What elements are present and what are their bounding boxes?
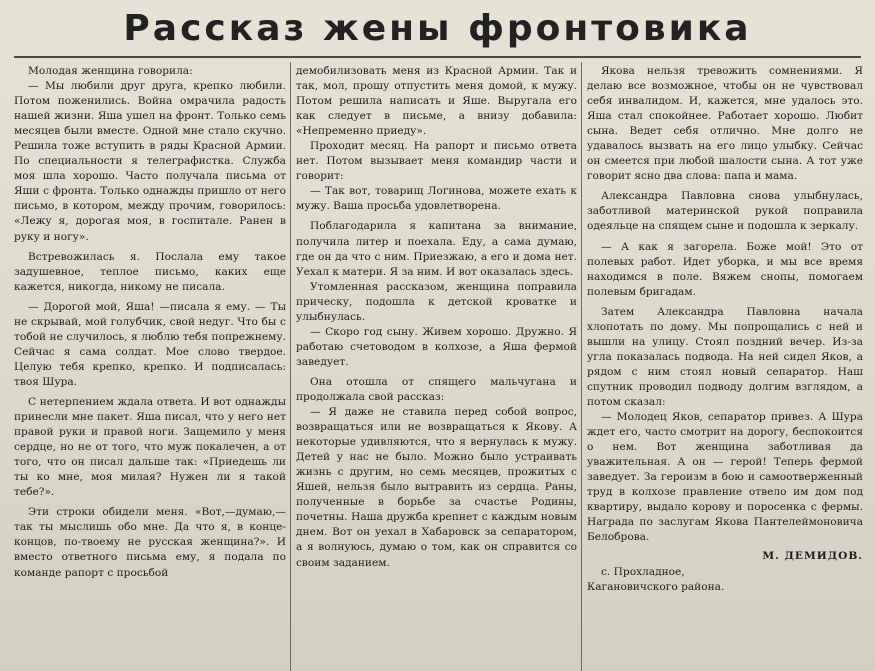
article-headline: Рассказ жены фронтовика [123,8,752,49]
article-paragraph: демобилизовать меня из Красной Армии. Так и так, мол, прошу отпустить меня домой, к мужу. Потом решила написать и Яше. Выругала его как следует в письме, а внизу добавила: «Непременно приеду». [296,65,577,138]
article-paragraph: Утомленная рассказом, женщина поправила прическу, подошла к детской кроватке и улыбнулась. [296,280,577,323]
article-column-1 [14,64,286,670]
article-paragraph: Эти строки обидели меня. «Вот,—думаю,—так ты мыслишь обо мне. Да что я, в конце-концов, по-твоему не русская женщина?». И вместо ответного письма ему, я подала по команде рапорт с просьбой [14,506,286,579]
article-paragraph: — Мы любили друг друга, крепко любили. Потом поженились. Война омрачила радость нашей жизни. Яша ушел на фронт. Только семь месяцев были вместе. Одной мне стало скучно. Решила тоже вступить в ряды Красной Армии. По специальности я телеграфистка. Служба моя шла хорошо. Часто получала письма от Яши с фронта. Только однажды пришло от него письмо, в котором, между прочим, говорилось: «Лежу я, дорогая моя, в госпитале. Ранен в руку и ногу». [14,80,286,243]
place-line: с. Прохладное, [601,565,685,578]
headline-rule [14,56,861,58]
article-paragraph: Она отошла от спящего мальчугана и продолжала свой рассказ: [296,375,577,403]
article-column-2 [296,64,577,670]
column-divider [290,62,291,671]
article-paragraph: Проходит месяц. На рапорт и письмо ответа нет. Потом вызывает меня командир части и говорит: [296,140,577,183]
author-name: М. ДЕМИДОВ. [762,550,863,563]
article-paragraph: Затем Александра Павловна начала хлопотать по дому. Мы попрощались с ней и вышли на улицу. Стоял поздний вечер. Из-за угла показалась подвода. На ней сидел Яков, а рядом с ним стоял новый сепаратор. Наш спутник проводил подводу долгим взглядом, а потом сказал: [587,305,863,408]
article-paragraph: Якова нельзя тревожить сомнениями. Я делаю все возможное, чтобы он не чувствовал себя инвалидом. И, кажется, мне удалось это. Яша стал спокойнее. Работает хорошо. Любит сына. Ведет себя отлично. Мне долго не удавалось вызвать на его лицо улыбку. Сейчас он смеется при любой шалости сына. А тот уже говорит ясно два слова: папа и мама. [587,65,863,183]
article-column-3 [587,64,863,670]
place-line: Кагановичского района. [587,580,725,593]
article-paragraph: — Я даже не ставила перед собой вопрос, возвращаться или не возвращаться к Якову. А некоторые удивляются, что я вернулась к мужу. Детей у нас не было. Можно было устраивать жизнь с другим, но семь месяцев, прожитых с Яшей, нельзя было вытравить из сердца. Раны, полученные в борьбе за счастье Родины, почетны. Наша дружба крепнет с каждым новым днем. Вот он уехал в Хабаровск за сепаратором, а я волнуюсь, думаю о том, как он справится со своим заданием. [296,406,577,569]
article-paragraph: Александра Павловна снова улыбнулась, заботливой материнской рукой поправила одеяльце на спящем сыне и подошла к зеркалу. [587,190,863,233]
article-paragraph: — Молодец Яков, сепаратор привез. А Шура ждет его, часто смотрит на дорогу, беспокоится о нем. Вот женщина заботливая да уважительная. А он — герой! Теперь фермой заведует. За героизм в бою и самоотверженный труд в колхозе правление отвело им дом под квартиру, выдало корову и поросенка с фермы. Награда по заслугам Якова Пантелеймоновича Белоброва. [587,411,863,544]
article-paragraph: Встревожилась я. Послала ему такое задушевное, теплое письмо, каких еще кажется, никогда, никому не писала. [14,250,286,293]
article-paragraph: Поблагодарила я капитана за внимание, получила литер и поехала. Еду, а сама думаю, где он да что с ним. Приезжаю, а его и дома нет. Уехал к матери. Я за ним. И вот оказалась здесь. [296,220,577,278]
article-paragraph: С нетерпением ждала ответа. И вот однажды принесли мне пакет. Яша писал, что у него нет правой руки и правой ноги. Защемило у меня сердце, но не от того, что муж покалечен, а от того, что он писал дальше так: «Приедешь ли ты ко мне, моя милая? Нужен ли я такой тебе?». [14,395,286,499]
article-paragraph: — А как я загорела. Боже мой! Это от полевых работ. Идет уборка, и мы все время находимся в поле. Вяжем снопы, помогаем полевым бригадам. [587,240,863,298]
article-paragraph: — Так вот, товарищ Логинова, можете ехать к мужу. Ваша просьба удовлетворена. [296,185,577,213]
article-paragraph: Молодая женщина говорила: [28,65,193,77]
article-paragraph: — Дорогой мой, Яша! —писала я ему. — Ты не скрывай, мой голубчик, свой недуг. Что бы с тобой не случилось, я люблю тебя попрежнему. Сейчас я сама солдат. Мое слово твердое. Целую тебя крепко, крепко. И подписалась: твоя Шура. [14,300,286,388]
article-paragraph: — Скоро год сыну. Живем хорошо. Дружно. Я работаю счетоводом в колхозе, а Яша фермой заведует. [296,325,577,368]
author-byline [587,549,863,564]
column-divider [581,62,582,671]
